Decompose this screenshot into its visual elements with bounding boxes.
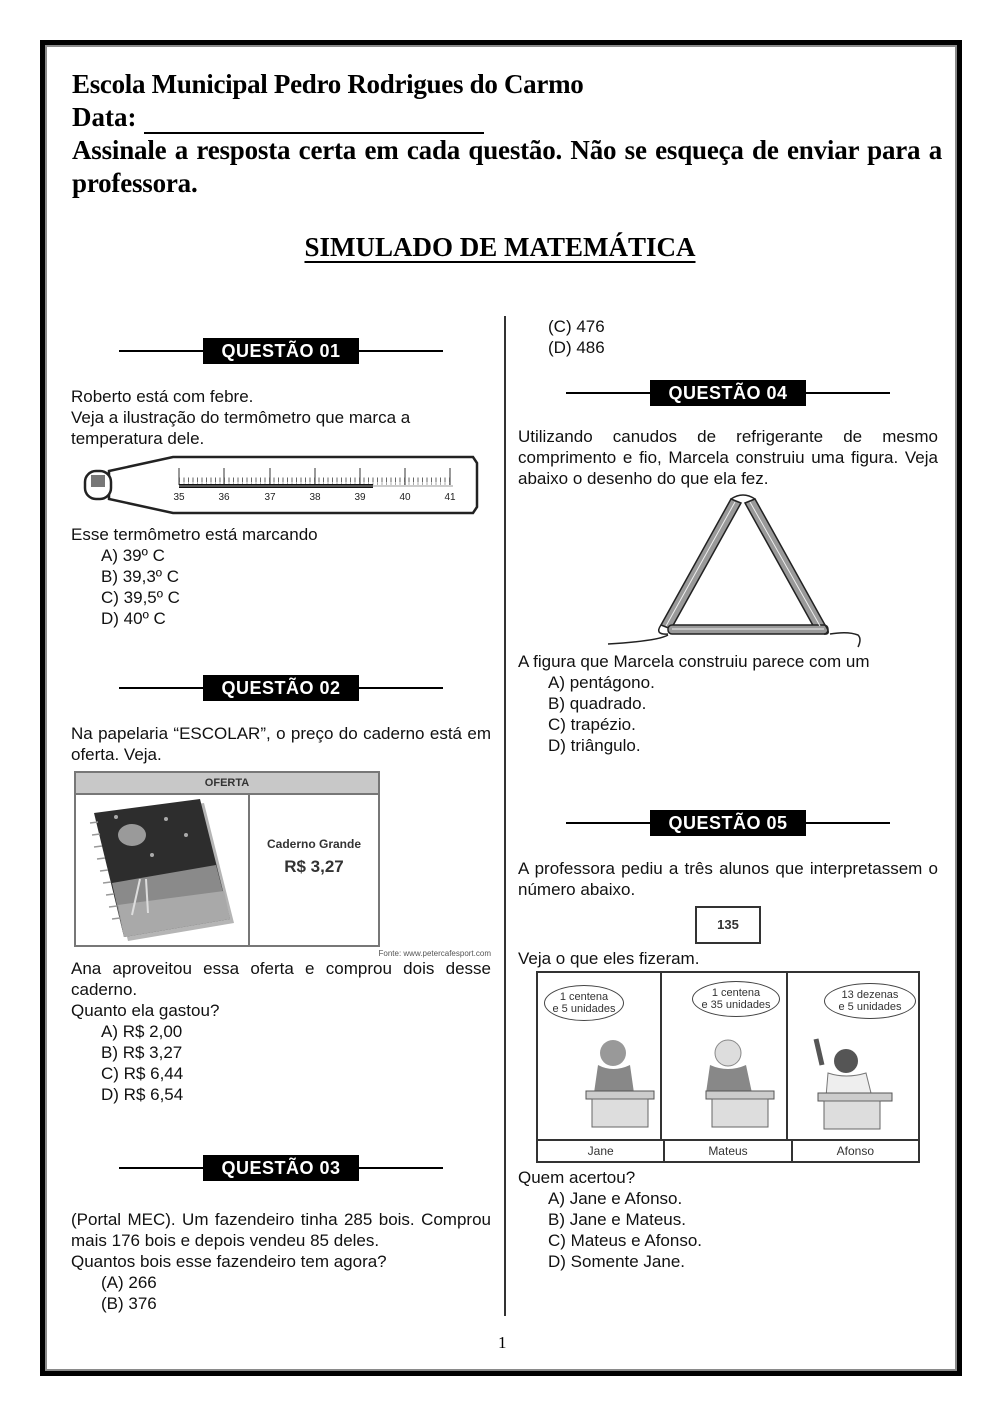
- speech-line: e 35 unidades: [701, 999, 771, 1011]
- question-text: A professora pediu a três alunos que interpretassem o número abaixo.: [518, 859, 938, 899]
- option-a[interactable]: A) Jane e Afonso.: [548, 1189, 683, 1208]
- option-c[interactable]: C) R$ 6,44: [101, 1064, 184, 1083]
- svg-text:35: 35: [173, 492, 185, 503]
- question-text: [71, 386, 491, 449]
- options-list: [548, 1188, 938, 1272]
- header-rule: [566, 392, 650, 394]
- header-rule: [359, 1167, 443, 1169]
- options-list: [548, 672, 938, 756]
- option-b[interactable]: B) Jane e Mateus.: [548, 1210, 686, 1229]
- question-05: [518, 808, 938, 1272]
- student-name: Mateus: [665, 1141, 792, 1161]
- speech-line: 1 centena: [559, 991, 609, 1003]
- question-02: [71, 673, 491, 1105]
- header-rule: [359, 687, 443, 689]
- school-name: Escola Municipal Pedro Rodrigues do Carmo: [72, 69, 584, 99]
- question-01: [71, 336, 491, 629]
- question-text: Ana aproveitou essa oferta e comprou dois desse caderno.: [71, 959, 491, 999]
- question-header: [71, 673, 491, 703]
- source-credit: Fonte: www.petercafesport.com: [378, 949, 491, 958]
- offer-figure: [74, 771, 380, 947]
- notebook-image: [76, 795, 250, 945]
- left-column: [71, 330, 491, 1314]
- svg-text:37: 37: [264, 492, 276, 503]
- right-column: [518, 316, 938, 1272]
- option-b[interactable]: B) 39,3º C: [101, 567, 180, 586]
- offer-heading: OFERTA: [76, 773, 378, 795]
- question-prompt: Quantos bois esse fazendeiro tem agora?: [71, 1252, 387, 1271]
- speech-line: e 5 unidades: [838, 1001, 902, 1013]
- header-rule: [806, 822, 890, 824]
- question-label: QUESTÃO 02: [203, 675, 358, 701]
- speech-line: e 5 unidades: [552, 1003, 616, 1015]
- option-a[interactable]: A) R$ 2,00: [101, 1022, 183, 1041]
- header-rule: [806, 392, 890, 394]
- svg-text:40: 40: [399, 492, 411, 503]
- option-c[interactable]: (C) 476: [548, 317, 605, 336]
- svg-text:39: 39: [354, 492, 366, 503]
- speech-line: 13 dezenas: [841, 989, 899, 1001]
- speech-bubble: [544, 985, 624, 1021]
- option-a[interactable]: A) pentágono.: [548, 673, 655, 692]
- instructions: Assinale a resposta certa em cada questão. Não se esqueça de enviar para a professora.: [72, 135, 942, 198]
- question-label: QUESTÃO 01: [203, 338, 358, 364]
- question-header: [518, 378, 938, 408]
- student-name: Afonso: [836, 1144, 874, 1158]
- speech-bubble: [824, 983, 916, 1019]
- question-header: [71, 336, 491, 366]
- question-label: QUESTÃO 05: [650, 810, 805, 836]
- product-price: R$ 3,27: [284, 857, 344, 876]
- page-title: SIMULADO DE MATEMÁTICA: [304, 232, 696, 262]
- header-rule: [119, 350, 203, 352]
- offer-info: [250, 795, 378, 945]
- option-c[interactable]: C) Mateus e Afonso.: [548, 1231, 703, 1250]
- options-list: [101, 1021, 491, 1105]
- product-name: Caderno Grande: [266, 837, 362, 851]
- question-text: (Portal MEC). Um fazendeiro tinha 285 bois. Comprou mais 176 bois e depois vendeu 85 deles.: [71, 1210, 491, 1250]
- option-d[interactable]: D) 40º C: [101, 609, 166, 628]
- question-text: Utilizando canudos de refrigerante de mesmo comprimento e fio, Marcela construiu uma figura. Veja abaixo o desenho do que ela fez.: [518, 427, 938, 488]
- header: [72, 68, 942, 200]
- header-rule: [566, 822, 650, 824]
- question-04: [518, 378, 938, 756]
- option-c[interactable]: C) trapézio.: [548, 715, 636, 734]
- date-label: Data:: [72, 102, 137, 132]
- question-header: [518, 808, 938, 838]
- header-rule: [119, 1167, 203, 1169]
- question-text: Veja o que eles fizeram.: [518, 949, 700, 968]
- question-prompt: A figura que Marcela construiu parece com um: [518, 652, 870, 671]
- option-d[interactable]: D) R$ 6,54: [101, 1085, 184, 1104]
- svg-text:36: 36: [218, 492, 230, 503]
- notebook-icon: [76, 795, 248, 945]
- student-panel-jane: [538, 973, 662, 1139]
- student-name: Jane: [538, 1141, 665, 1161]
- column-divider: [504, 316, 506, 1316]
- option-d[interactable]: D) triângulo.: [548, 736, 641, 755]
- question-label: QUESTÃO 03: [203, 1155, 358, 1181]
- svg-text:41: 41: [444, 492, 456, 503]
- student-panel-afonso: [788, 973, 918, 1139]
- option-b[interactable]: B) quadrado.: [548, 694, 647, 713]
- speech-line: 1 centena: [711, 987, 761, 999]
- options-list: [101, 1272, 491, 1314]
- question-03: [71, 1153, 491, 1314]
- option-c[interactable]: C) 39,5º C: [101, 588, 180, 607]
- option-b[interactable]: B) R$ 3,27: [101, 1043, 183, 1062]
- students-figure: [536, 971, 920, 1163]
- question-prompt: Quem acertou?: [518, 1168, 636, 1187]
- svg-text:38: 38: [309, 492, 321, 503]
- option-a[interactable]: (A) 266: [101, 1273, 157, 1292]
- text-line: Roberto está com febre.: [71, 387, 254, 406]
- header-rule: [359, 350, 443, 352]
- question-header: [71, 1153, 491, 1183]
- question-prompt: Quanto ela gastou?: [71, 1001, 220, 1020]
- option-d[interactable]: D) Somente Jane.: [548, 1252, 686, 1271]
- student-panel-mateus: [662, 973, 788, 1139]
- date-field[interactable]: [144, 108, 484, 134]
- header-rule: [119, 687, 203, 689]
- question-label: QUESTÃO 04: [650, 380, 805, 406]
- text-line: Veja a ilustração do termômetro que marca a temperatura dele.: [71, 408, 411, 448]
- date-row: [72, 101, 942, 134]
- page-number: 1: [498, 1333, 507, 1352]
- thermometer-figure: [81, 453, 481, 517]
- option-b[interactable]: (B) 376: [101, 1294, 157, 1313]
- question-text: Na papelaria “ESCOLAR”, o preço do caderno está em oferta. Veja.: [71, 724, 491, 764]
- straw-triangle-figure: [518, 489, 938, 651]
- options-list: [101, 545, 491, 629]
- options-list-continued: [548, 316, 938, 358]
- option-d[interactable]: (D) 486: [548, 338, 605, 357]
- question-prompt: Esse termômetro está marcando: [71, 525, 318, 544]
- speech-bubble: [692, 981, 780, 1017]
- option-a[interactable]: A) 39º C: [101, 546, 165, 565]
- number-box: 135: [695, 906, 761, 944]
